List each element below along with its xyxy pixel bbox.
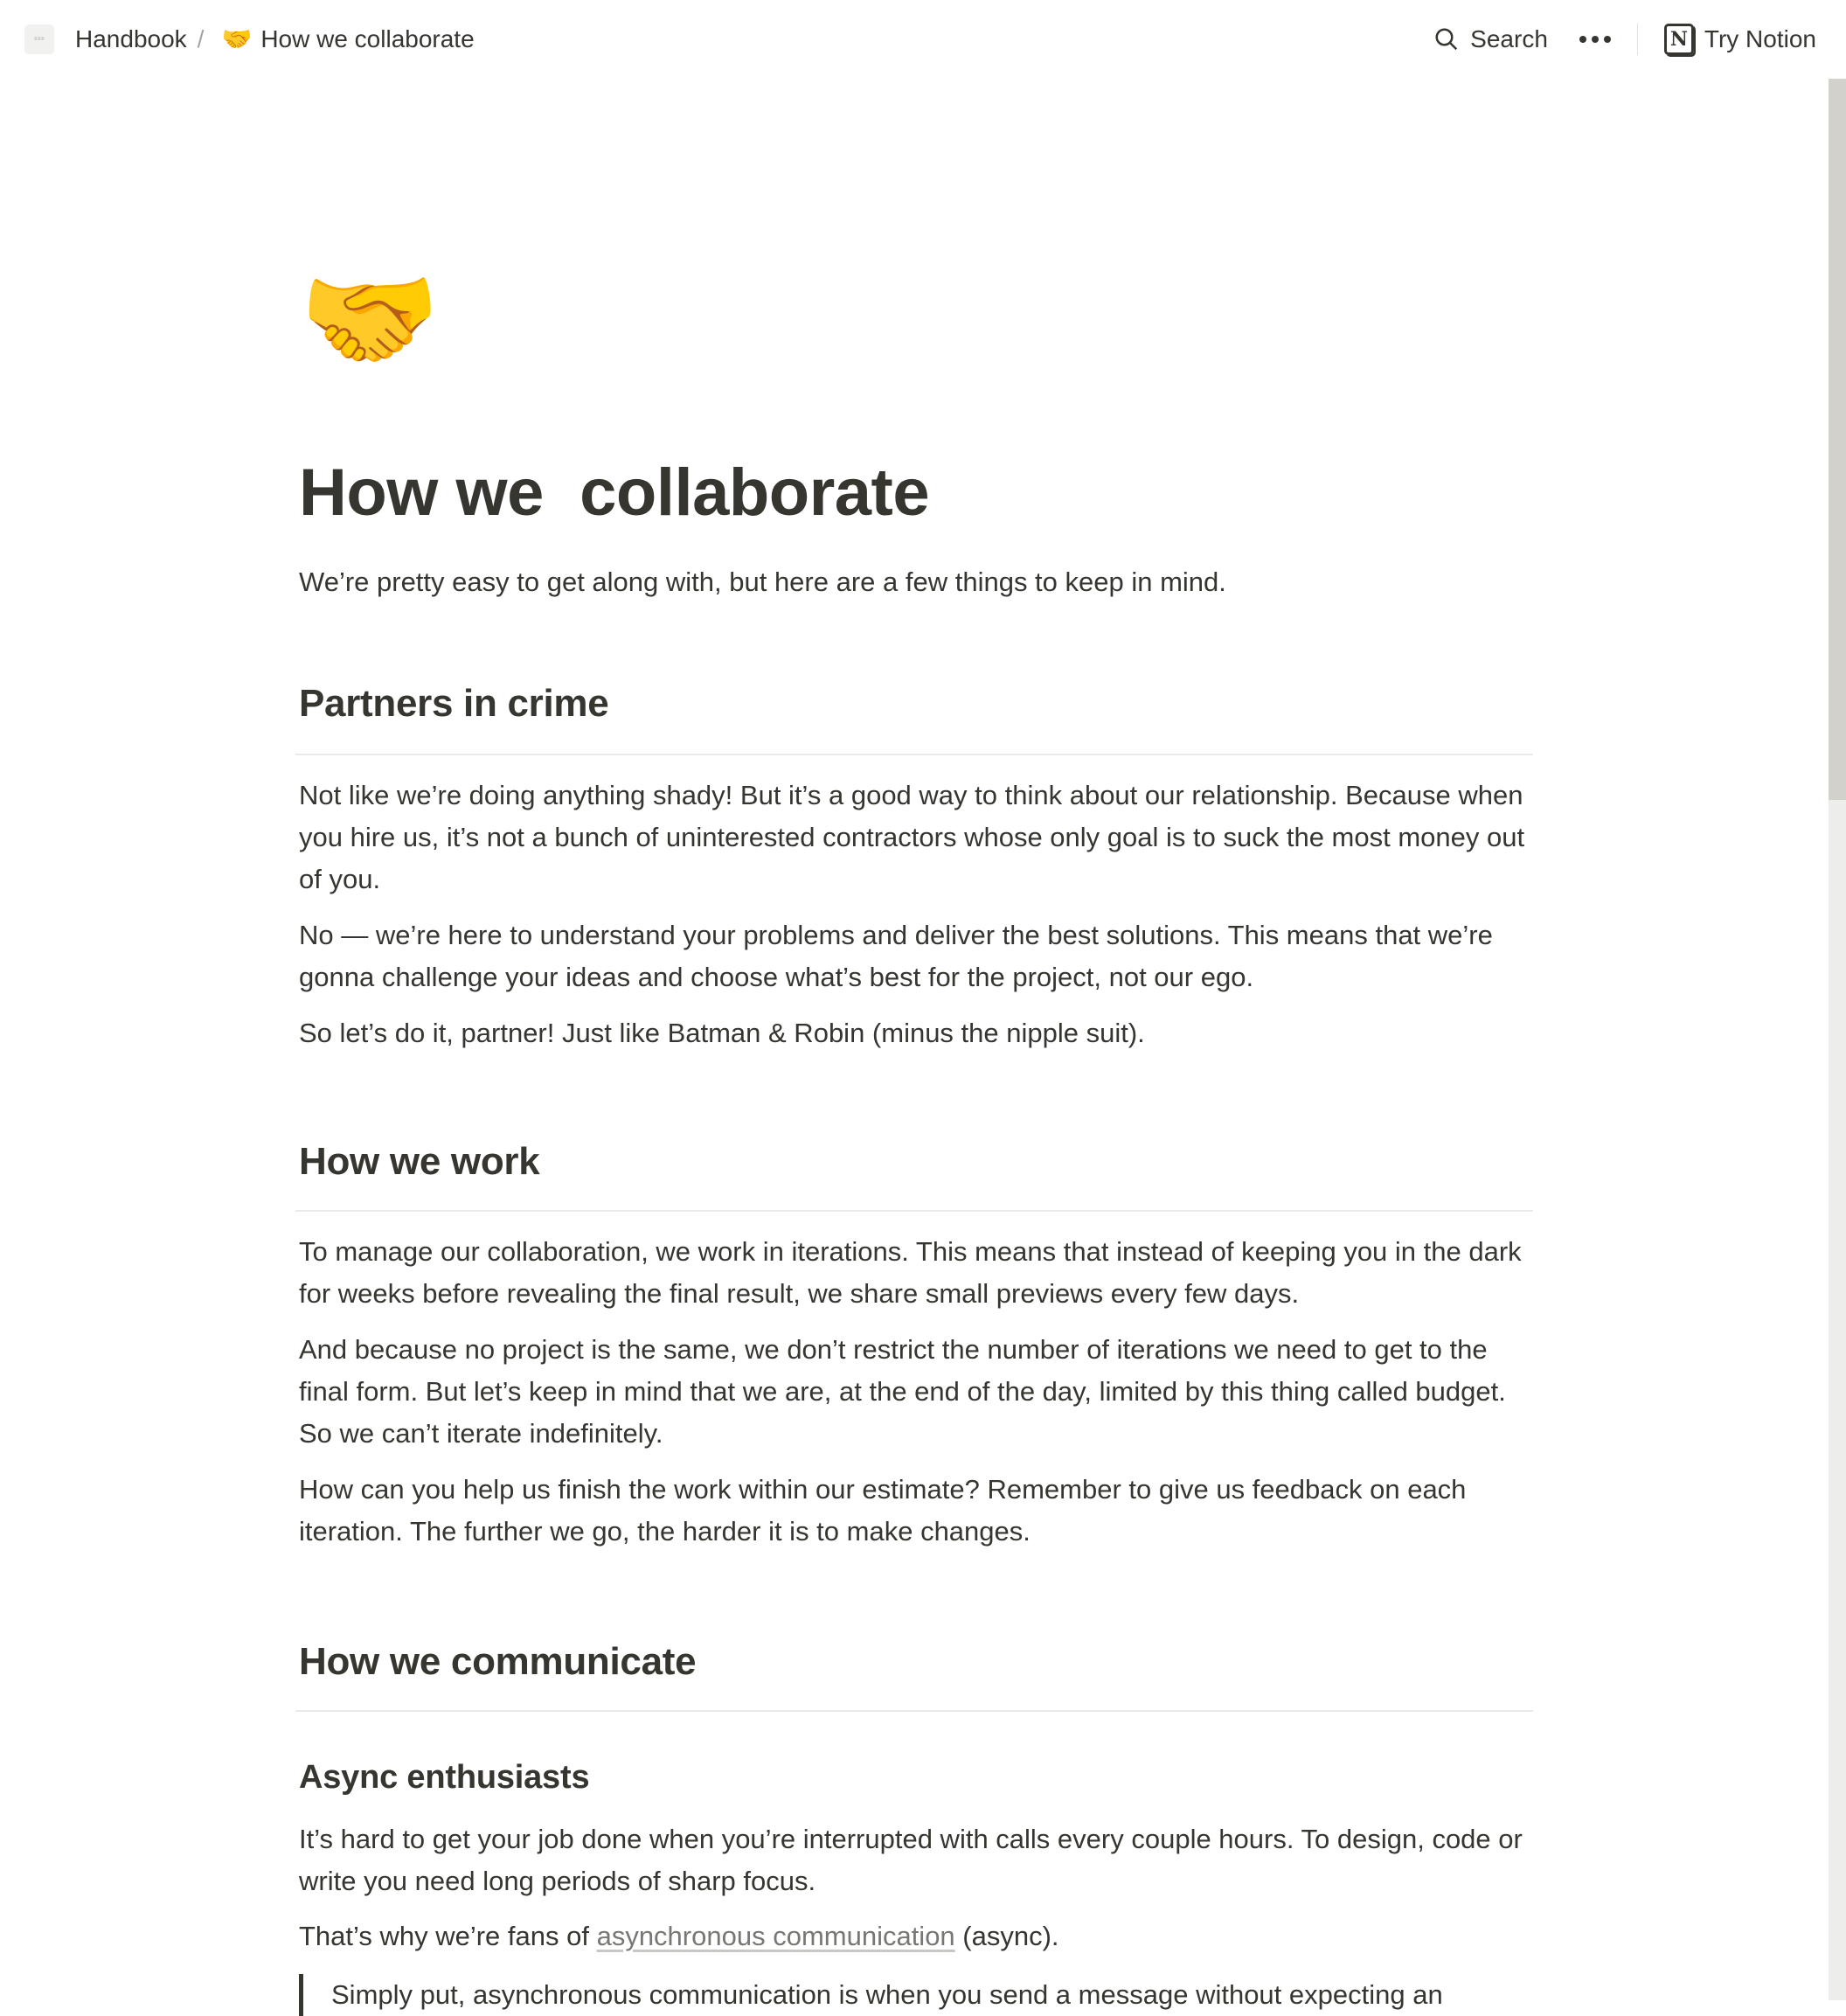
section-heading-how-we-work: How we work [299,1140,540,1183]
section-divider [295,754,1533,755]
paragraph-with-link [299,1915,1533,1957]
notion-logo-icon: N [1664,24,1694,55]
try-notion-button[interactable] [1657,20,1823,59]
scrollbar-thumb[interactable] [1829,79,1846,800]
handshake-icon: 🤝 [221,25,253,52]
paragraph: And because no project is the same, we don’t restrict the number of iterations we need to get to the final form. But let’s keep in mind that we are, at the end of the day, limited by this thing called budget. So we can’t iterate indefinitely. [299,1334,1506,1449]
section-heading-partners: Partners in crime [299,682,609,725]
breadcrumb [24,22,480,57]
section-heading-how-we-communicate: How we communicate [299,1640,697,1683]
page-icon-handshake-icon[interactable]: 🤝 [299,255,441,383]
section-divider [295,1710,1533,1712]
text: (async). [954,1921,1059,1951]
paragraph: How can you help us finish the work within our estimate? Remember to give us feedback on each iteration. The further we go, the harder it is to make changes. [299,1474,1467,1547]
paragraph: It’s hard to get your job done when you’re interrupted with calls every couple hours. To design, code or write you need long periods of sharp focus. [299,1824,1523,1896]
more-horizontal-icon [1579,36,1586,43]
async-communication-link[interactable]: asynchronous communication [596,1921,955,1951]
toolbar-divider [1637,24,1638,55]
paragraph: Not like we’re doing anything shady! But it’s a good way to think about our relationship. Because when you hire us, it’s not a bunch of uninterested contractors whose only goal is to suck the most money out of you. [299,780,1525,894]
search-button[interactable] [1426,22,1555,57]
page-thumbnail-icon: ≡≡≡ [24,24,54,54]
paragraph: To manage our collaboration, we work in iterations. This means that instead of keeping you in the dark for weeks before revealing the final result, we share small previews every few days. [299,1236,1522,1309]
more-options-button[interactable] [1572,31,1618,48]
page-title: How we collaborate [299,455,930,530]
search-icon [1433,26,1460,52]
quote-text: Simply put, asynchronous communication is when you send a message without expecting an [331,1979,1443,2010]
more-dot [1604,36,1611,43]
paragraph: So let’s do it, partner! Just like Batman & Robin (minus the nipple suit). [299,1018,1145,1048]
breadcrumb-label: How we collaborate [260,25,475,52]
section-divider [295,1210,1533,1212]
subsection-heading-async: Async enthusiasts [299,1759,590,1796]
paragraph: No — we’re here to understand your problems and deliver the best solutions. This means that we’re gonna challenge your ideas and choose what’s best for the project, not our ego. [299,920,1493,992]
search-label: Search [1470,25,1548,52]
page-intro-text: We’re pretty easy to get along with, but here are a few things to keep in mind. [299,567,1226,597]
quote-block [299,1974,1533,2016]
topbar-actions [1426,20,1823,59]
topbar [0,0,1846,79]
breadcrumb-item-handbook[interactable] [70,22,192,57]
breadcrumb-separator: / [197,25,205,52]
breadcrumb-label: Handbook [75,25,187,52]
text: That’s why we’re fans of [299,1921,597,1951]
breadcrumb-item-current[interactable] [216,22,479,57]
more-dot [1592,36,1599,43]
try-notion-label: Try Notion [1704,25,1816,52]
